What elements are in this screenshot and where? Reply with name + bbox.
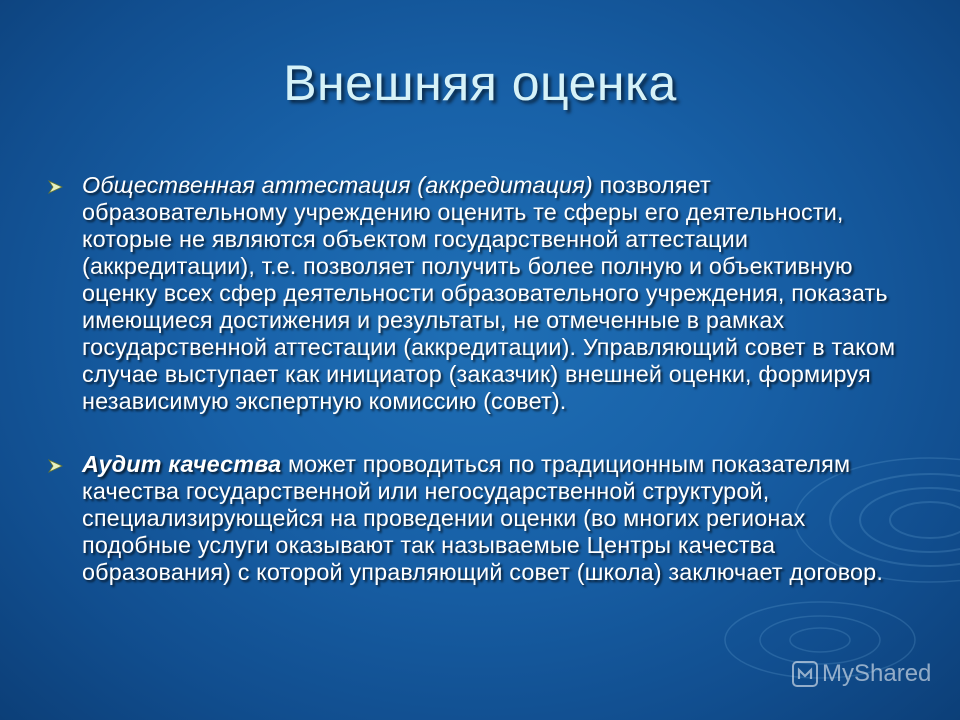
bullet-item xyxy=(48,451,906,586)
bullet-body-text: позволяет образовательному учреждению оценить те сферы его деятельности, которые не являются объектом государственной аттестации (аккредитации), т.е. позволяет получить более полную и объективную оценку всех сфер деятельности образовательного учреждения, показать имеющиеся достижения и результаты, не отмеченные в рамках государственной аттестации (аккредитации). Управляющий совет в таком случае выступает как инициатор (заказчик) внешней оценки, формируя независимую экспертную комиссию (совет). xyxy=(82,172,896,414)
arrow-bullet-icon xyxy=(48,180,64,194)
bullet-body-text: может проводиться по традиционным показателям качества государственной или негосударственной структурой, специализирующейся на проведении оценки (во многих регионах подобные услуги оказывают так называемые Центры качества образования) с которой управляющий совет (школа) заключает договор. xyxy=(82,451,883,585)
bullet-lead-text: Аудит качества xyxy=(82,451,282,477)
bullet-lead-text: Общественная аттестация (аккредитация) xyxy=(82,172,593,198)
slide-title: Внешняя оценка xyxy=(283,55,677,111)
arrow-bullet-icon xyxy=(48,459,64,473)
watermark xyxy=(792,656,931,692)
myshared-logo-icon xyxy=(792,661,818,687)
bullet-item xyxy=(48,172,906,415)
bullet-list xyxy=(48,172,906,586)
watermark-text: MyShared xyxy=(822,660,932,687)
